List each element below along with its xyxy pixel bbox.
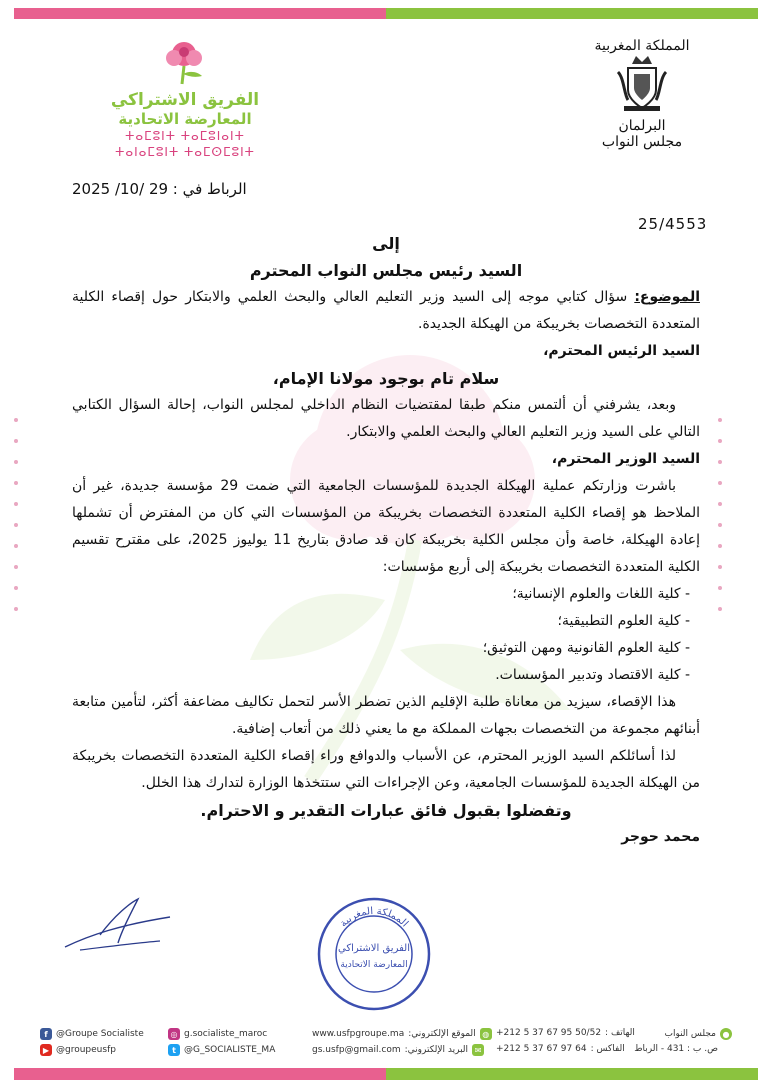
- subject-text: سؤال كتابي موجه إلى السيد وزير التعليم العالي والبحث العلمي والابتكار حول إقصاء الكلية المتعددة التخصصات بخريبكة من الهيكلة الجديدة.: [72, 289, 700, 332]
- party-tifinagh-1: ⵜⴰⵎⵓⵏⵜ ⵜⴰⵎⵓⵏⴰⵏⵜ: [125, 129, 245, 143]
- footer-email[interactable]: [312, 1044, 484, 1056]
- kingdom-title: المملكة المغربية: [594, 38, 690, 54]
- email-address: gs.usfp@gmail.com: [312, 1045, 401, 1055]
- party-name: الفريق الاشتراكي: [110, 90, 260, 110]
- footer-address-1: [664, 1028, 732, 1040]
- fax-number: +212 5 37 67 97 64: [496, 1044, 587, 1054]
- phone-label: الهاتف :: [605, 1028, 635, 1038]
- fax-label: الفاكس :: [590, 1044, 625, 1054]
- right-dots-decoration: [718, 418, 758, 628]
- paragraph-question: لذا أسائلكم السيد الوزير المحترم، عن الأسباب والدوافع وراء إقصاء الكلية المتعددة التخصصات بخريبكة من الهيكلة الجديدة للمؤسسات الجامعية، وعن الإجراءات التي ستتخذها الوزارة لتدارك هذا الخلل.: [72, 748, 700, 791]
- salutation-minister: السيد الوزير المحترم،: [551, 451, 700, 467]
- top-bar-pink: [14, 8, 386, 19]
- addressee-name: السيد رئيس مجلس النواب المحترم: [249, 261, 523, 280]
- party-logo-block: [95, 38, 275, 160]
- mail-icon: ✉: [472, 1044, 484, 1056]
- youtube-handle: @groupeusfp: [56, 1045, 116, 1055]
- address-line-1: مجلس النواب: [664, 1029, 716, 1039]
- footer-twitter[interactable]: [168, 1044, 275, 1056]
- footer-phone: [496, 1028, 635, 1038]
- greeting: سلام تام بوجود مولانا الإمام،: [272, 369, 500, 388]
- parliament-line-2: مجلس النواب: [601, 134, 683, 150]
- footer-address-2: [634, 1044, 718, 1054]
- subject-label: الموضوع:: [634, 289, 700, 305]
- instagram-handle: g.socialiste_maroc: [184, 1029, 268, 1039]
- closing-formula: وتفضلوا بقبول فائق عبارات التقدير و الاحترام.: [200, 801, 572, 820]
- twitter-icon: t: [168, 1044, 180, 1056]
- subject-line: [72, 284, 700, 338]
- left-dots-decoration: [14, 418, 54, 628]
- handwritten-signature: [60, 895, 180, 955]
- globe-icon: ◍: [480, 1028, 492, 1040]
- bottom-color-bar: [14, 1068, 758, 1080]
- facebook-handle: @Groupe Socialiste: [56, 1029, 144, 1039]
- website-url: www.usfpgroupe.ma: [312, 1029, 405, 1039]
- list-item: - كلية الاقتصاد وتدبير المؤسسات.: [495, 667, 690, 683]
- bottom-bar-green: [386, 1068, 758, 1080]
- paragraph-impact: هذا الإقصاء، سيزيد من معاناة طلبة الإقليم الذين تضطر الأسر لتحمل تكاليف مضاعفة أكثر، لتأمين متابعة أبنائهم مجموعة من التخصصات بجهات المملكة مع ما يعني ذلك من أتعاب إضافية.: [72, 694, 700, 737]
- youtube-icon: ▶: [40, 1044, 52, 1056]
- official-stamp: [315, 895, 433, 1013]
- parliament-line-1: البرلمان: [618, 118, 666, 134]
- phone-number: +212 5 37 67 95 50/52: [496, 1028, 602, 1038]
- parliament-crest-block: [582, 38, 702, 150]
- footer: [40, 1024, 732, 1064]
- list-item: - كلية اللغات والعلوم الإنسانية؛: [512, 586, 690, 602]
- paragraph-context: باشرت وزارتكم عملية الهيكلة الجديدة للمؤسسات الجامعية التي ضمت 29 مؤسسة جديدة، غير أن الملاحظ هو إقصاء الكلية المتعددة التخصصات بخريبكة من المؤسسات التي كان من المفترض أن تشملها إعادة الهيكلة، خاصة وأن مجلس الكلية بخريبكة كان قد صادق بتاريخ 11 يوليوز 2025، على مقترح تقسيم الكلية المتعددة التخصصات بخريبكة إلى أربع مؤسسات:: [72, 478, 701, 575]
- top-bar-green: [386, 8, 758, 19]
- letter-date: الرباط في : 29 /10/ 2025: [72, 180, 247, 198]
- address-line-2: ص. ب : 431 - الرباط: [634, 1044, 718, 1054]
- signatory-name: محمد حوجر: [621, 829, 700, 845]
- reference-number: 25/4553: [638, 215, 708, 233]
- facebook-icon: f: [40, 1028, 52, 1040]
- footer-youtube[interactable]: [40, 1044, 116, 1056]
- stamp-mid-text-1: الفريق الاشتراكي: [338, 943, 410, 954]
- website-label: الموقع الإلكتروني:: [408, 1029, 476, 1039]
- list-item: - كلية العلوم القانونية ومهن التوثيق؛: [482, 640, 690, 656]
- location-pin-icon: ●: [720, 1028, 732, 1040]
- addressee-to: إلى: [372, 234, 400, 253]
- salutation-president: السيد الرئيس المحترم،: [543, 343, 700, 359]
- stamp-mid-text-2: المعارضة الاتحادية: [340, 960, 408, 970]
- email-label: البريد الإلكتروني:: [404, 1045, 469, 1055]
- rose-logo-icon: [160, 38, 210, 86]
- footer-fax: [496, 1044, 625, 1054]
- party-tifinagh-2: ⵜⴰⵏⴰⵎⵓⵏⵜ ⵜⴰⵎⵙⵎⵓⵏⵜ: [115, 145, 255, 159]
- list-item: - كلية العلوم التطبيقية؛: [557, 613, 690, 629]
- coat-of-arms-icon: [614, 54, 670, 114]
- party-subtitle: المعارضة الاتحادية: [118, 110, 252, 128]
- top-color-bar: [14, 8, 758, 19]
- stamp-top-text: المملكة المغربية: [338, 905, 410, 930]
- footer-facebook[interactable]: [40, 1028, 144, 1040]
- footer-instagram[interactable]: [168, 1028, 267, 1040]
- letter-body: [72, 230, 700, 851]
- bottom-bar-pink: [14, 1068, 386, 1080]
- footer-website[interactable]: [312, 1028, 492, 1040]
- instagram-icon: ◎: [168, 1028, 180, 1040]
- paragraph-intro: وبعد، يشرفني أن ألتمس منكم طبقا لمقتضيات النظام الداخلي لمجلس النواب، إحالة السؤال الكتابي التالي على السيد وزير التعليم العالي والبحث العلمي والابتكار.: [72, 397, 700, 440]
- twitter-handle: @G_SOCIALISTE_MA: [184, 1045, 276, 1055]
